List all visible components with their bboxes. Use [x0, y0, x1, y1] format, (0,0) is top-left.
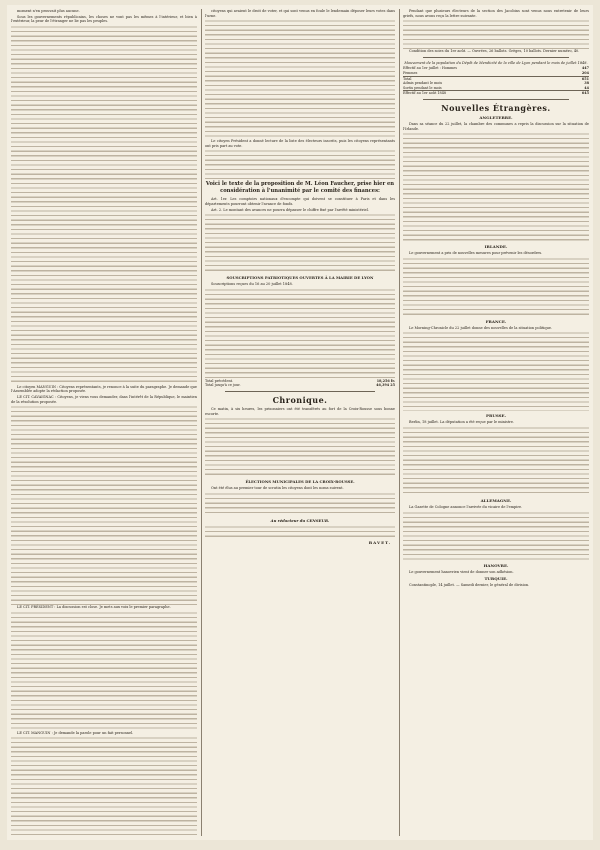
paragraph: Ce matin, à six heures, les prisonniers ont été transférés au fort de la Croix-Rousse sous bonne escorte.	[205, 406, 395, 416]
text-block	[403, 257, 589, 317]
text-block	[403, 426, 589, 496]
text-block	[205, 525, 395, 539]
paragraph: Souscriptions reçues du 16 au 20 juillet 1848.	[211, 282, 293, 287]
subscriptions-heading: SOUSCRIPTIONS PATRIOTIQUES OUVERTES À LA MAIRIE DE LYON	[226, 275, 374, 281]
table-title: Mouvement de la population du Dépôt de Mendicité de la ville de Lyon pendant le mois de juillet 1848.	[404, 60, 588, 65]
text-block	[205, 492, 395, 516]
article-heading: Voici le texte de la proposition de M. Léon Faucher, prise hier en considération à l'unanimité par le comité des finances:	[205, 181, 395, 195]
paragraph: Sous les gouvernements républicains, les choses ne vont pas les mêmes à l'intérieur, et bien à l'extérieur, la peur de l'étranger ne lie pas les peuples.	[11, 14, 197, 24]
text-block	[403, 19, 589, 49]
separator	[423, 99, 569, 100]
paragraph: LE CIT. PRÉSIDENT : La discussion est close. Je mets aux voix le premier paragraphe.	[17, 605, 171, 610]
paragraph: moment n'en prouvait plus aucune.	[17, 9, 80, 13]
column-right	[403, 9, 589, 836]
country-heading: ALLEMAGNE.	[480, 497, 512, 503]
paragraph: Le citoyen Président a donné lecture de la liste des électeurs inscrits, puis les citoyens représentants ont pris part au vote.	[205, 139, 395, 148]
paragraph: Le citoyen MANGUIN : Citoyens représentants, je renonce à la suite du paragraphe. Je demande que l'Assemblée adopte la rédaction proposée.	[11, 384, 197, 394]
column-divider	[399, 9, 400, 836]
total-row: Total précédent. 18,256 fr.	[205, 378, 395, 383]
paragraph: LE CIT. MANGUIN : Je demande la parole pour un fait personnel.	[17, 730, 134, 735]
paragraph: Condition des soies du 1er août. — Ouvrées, 26 ballots. Grèges, 10 ballots. Dernier numéro, 40.	[409, 49, 580, 54]
table-row: Femmes 204	[403, 70, 589, 75]
table-row: Effectif au 1er juillet : Hommes 447	[403, 66, 589, 71]
paragraph: La Gazette de Cologne annonce l'arrivée du vicaire de l'empire.	[409, 504, 523, 509]
text-block	[11, 736, 197, 836]
paragraph: Berlin, 18 juillet. La députation a été reçue par le ministre.	[409, 420, 515, 425]
text-block	[403, 511, 589, 561]
text-block	[403, 132, 589, 242]
text-block	[403, 331, 589, 411]
totals-table	[205, 379, 395, 388]
elections-heading: ÉLECTIONS MUNICIPALES DE LA CROIX-ROUSSE.	[245, 479, 355, 485]
column-middle	[205, 9, 395, 836]
text-block	[11, 405, 197, 605]
section-title: Chronique.	[272, 394, 328, 405]
separator	[423, 57, 569, 58]
country-heading: PRUSSE.	[486, 413, 506, 419]
paragraph: Dans sa séance du 22 juillet, la chambre des communes a repris la discussion sur la situation de l'Irlande.	[403, 121, 589, 131]
column-left	[11, 9, 197, 836]
country-heading: ANGLETERRE.	[479, 114, 513, 120]
paragraph: Constantinople, 14 juillet. — Samedi dernier, le général de division.	[409, 583, 530, 588]
paragraph: Pendant que plusieurs électeurs de la section des Jacobins sont venus nous entretenir de leurs griefs, nous avons reçu la lettre suivante.	[403, 9, 589, 18]
country-heading: IRLANDE.	[484, 244, 508, 250]
paragraph: Art. 1er. Les comptoirs nationaux d'escompte qui doivent se constituer à Paris et dans les départements pourront obtenir l'avance de fonds.	[205, 197, 395, 206]
text-block	[205, 19, 395, 139]
column-divider	[201, 9, 202, 836]
country-heading: TURQUIE.	[484, 576, 508, 582]
table-row: Total 651	[403, 76, 589, 81]
text-block	[205, 417, 395, 477]
total-row: Total jusqu'à ce jour. 46,394 25	[205, 383, 395, 388]
separator	[225, 391, 375, 392]
table-row: Admis pendant le mois 38	[403, 81, 589, 86]
paragraph: Le gouvernement hanovrien vient de donner son adhésion.	[409, 569, 514, 574]
text-block	[11, 25, 197, 385]
text-block	[205, 149, 395, 179]
population-table	[403, 66, 589, 96]
letter-heading: Au rédacteur du CENSEUR.	[270, 517, 330, 523]
paragraph: LE CIT. CAVAIGNAC : Citoyens, je viens vous demander, dans l'intérêt de la République, le maintien de la résolution proposée.	[11, 394, 197, 404]
country-heading: FRANCE.	[485, 318, 507, 324]
paragraph: Ont été élus au premier tour de scrutin les citoyens dont les noms suivent.	[211, 486, 344, 491]
text-block	[11, 611, 197, 731]
paragraph: Le gouvernement a pris de nouvelles mesures pour prévenir les désordres.	[409, 251, 543, 256]
country-heading: HANOVRE.	[483, 562, 509, 568]
table-row: Sortis pendant le mois 44	[403, 85, 589, 90]
text-block	[205, 288, 395, 378]
paragraph: Art. 2. Le montant des avances ne pourra dépasser le chiffre fixé par l'arrêté ministériel.	[211, 207, 369, 212]
table-row: Effectif au 1er août 1848 645	[403, 91, 589, 96]
text-block	[205, 213, 395, 273]
section-title: Nouvelles Étrangères.	[441, 102, 551, 113]
signature: BAVET.	[368, 539, 391, 545]
paragraph: citoyens qui avaient le droit de voter, et qui sont venus en foule le lendemain déposer leurs votes dans l'urne.	[205, 9, 395, 18]
paragraph: Le Morning-Chronicle du 22 juillet donne des nouvelles de la situation politique.	[409, 325, 553, 330]
newspaper-page	[7, 5, 593, 840]
